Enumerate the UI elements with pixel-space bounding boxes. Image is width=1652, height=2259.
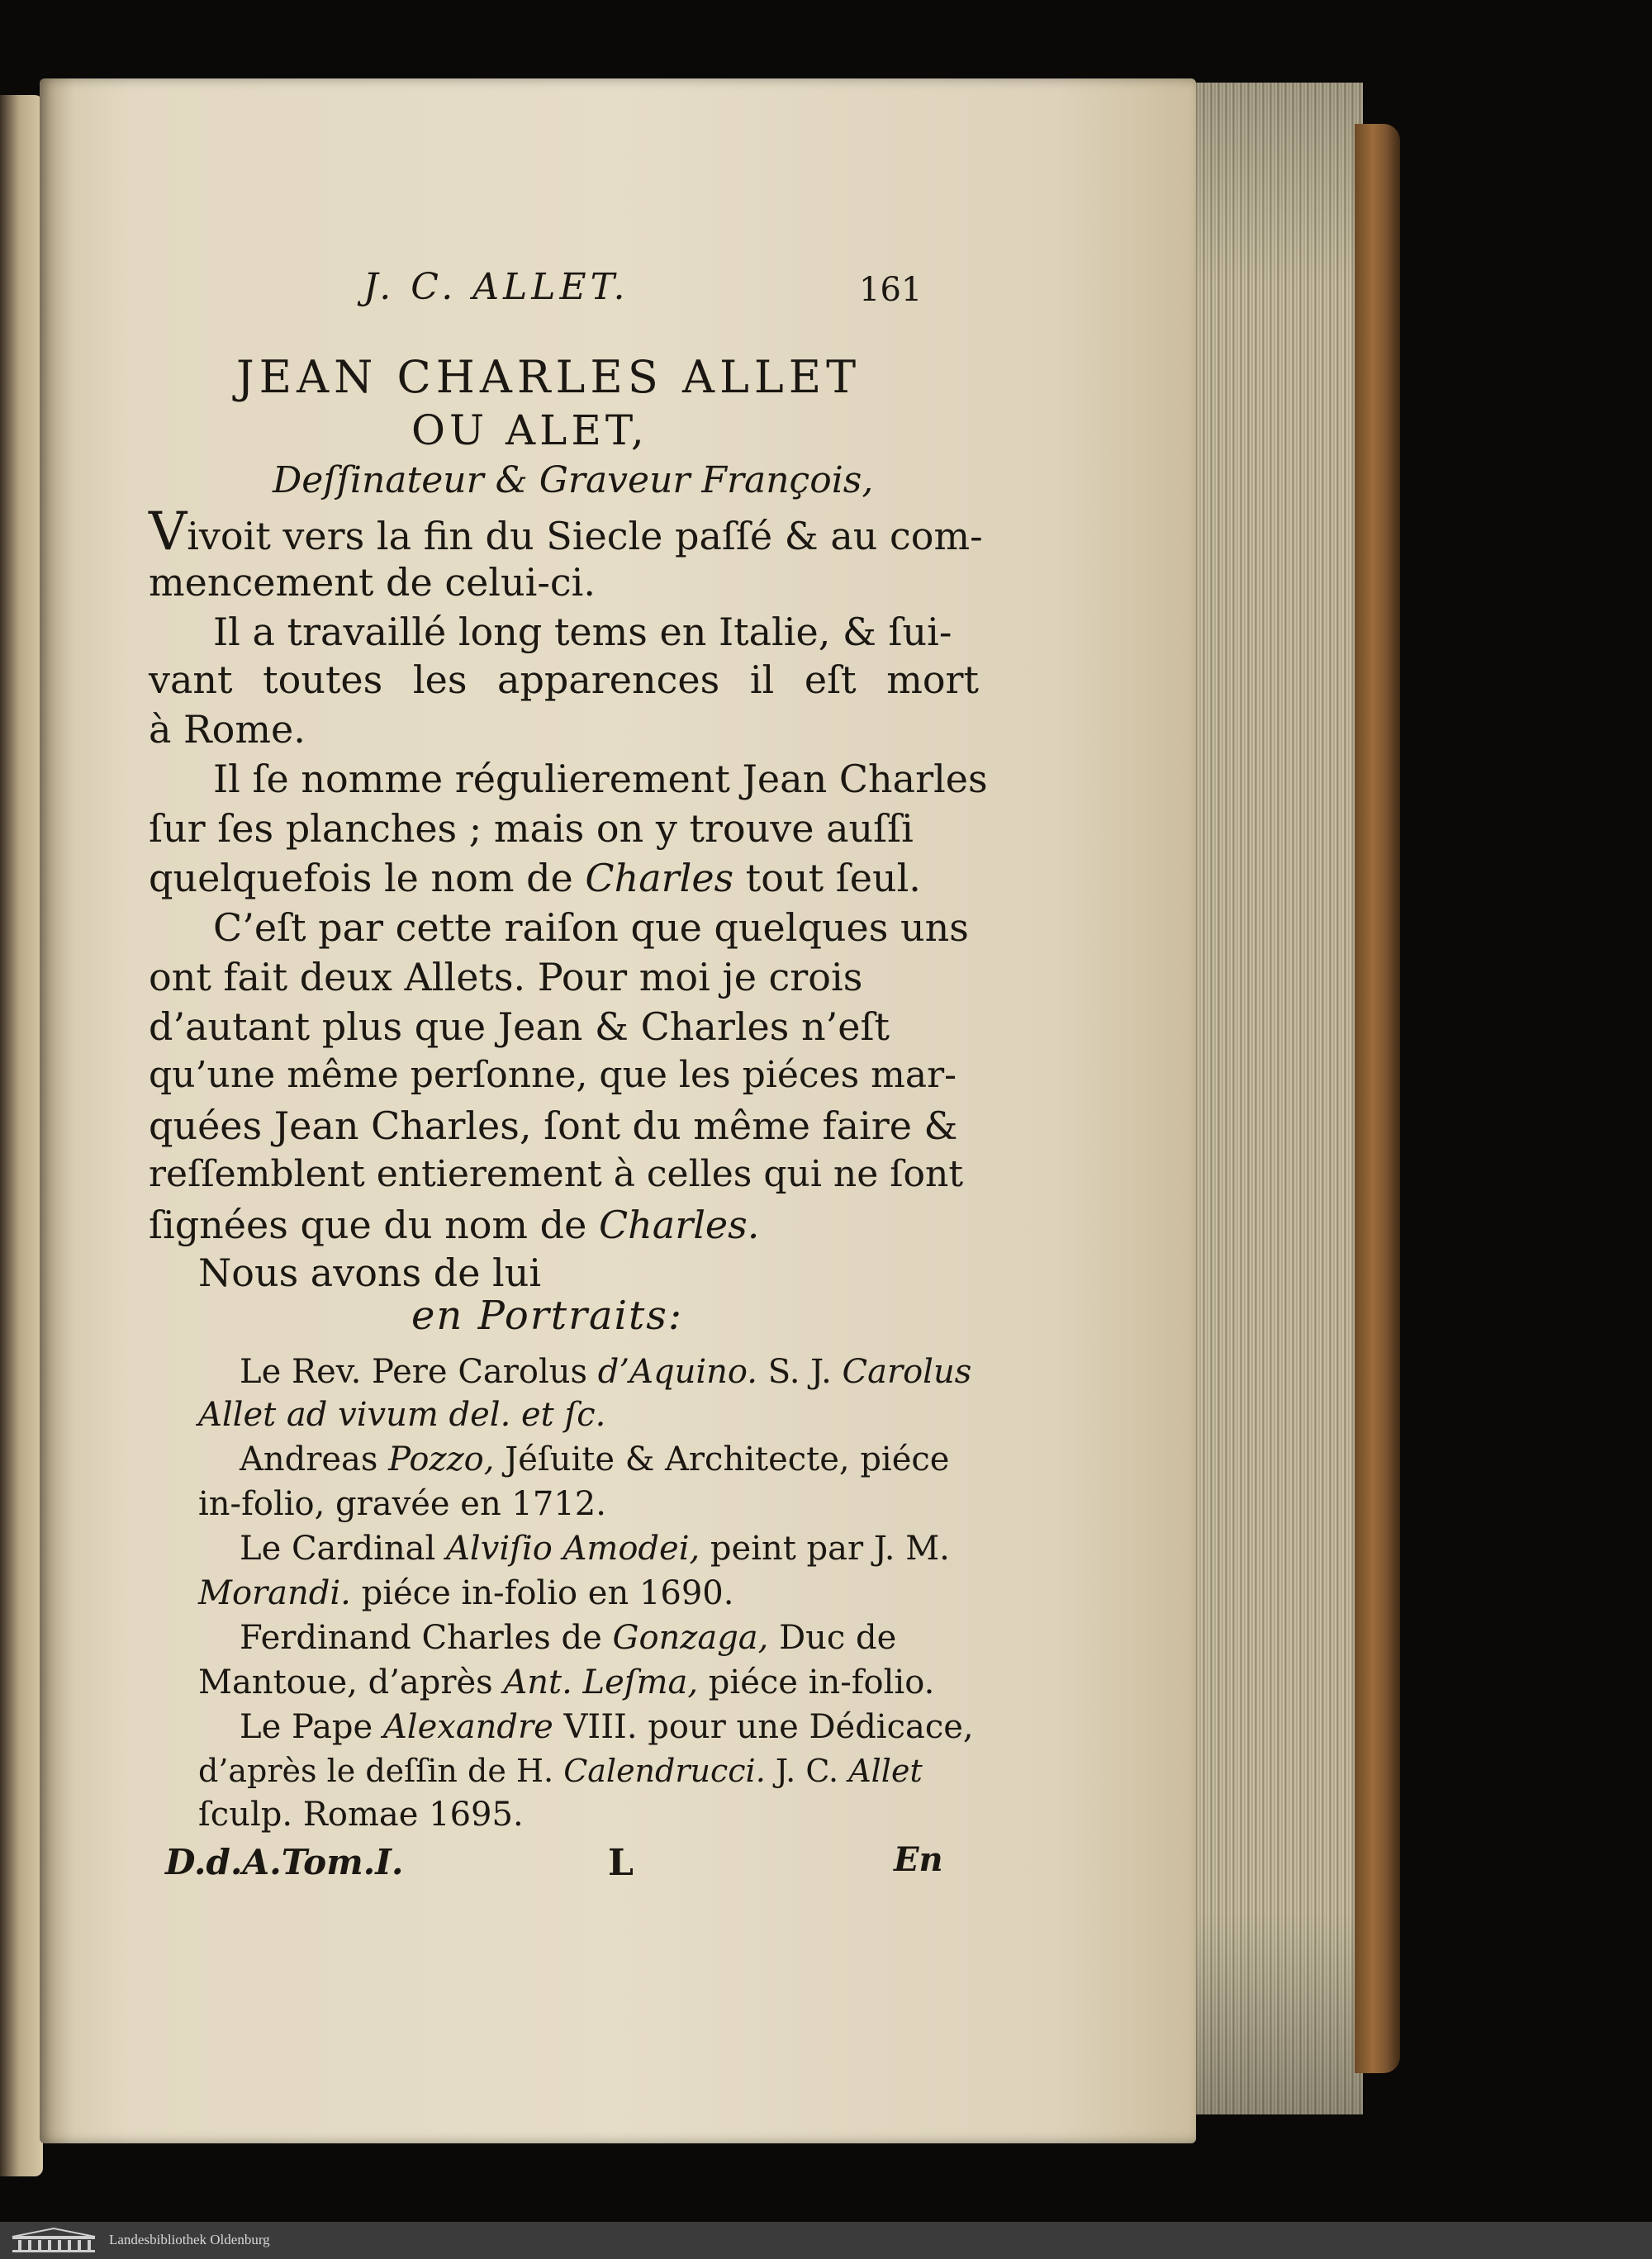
italic-name: Pozzo, (388, 1440, 495, 1478)
body-line: ont fait deux Allets. Pour moi je crois (149, 955, 863, 999)
italic-name: Alexandre (382, 1708, 553, 1746)
running-head: J. C. ALLET. (363, 266, 629, 308)
body-line: C’eſt par cette raiſon que quelques uns (213, 905, 969, 950)
entry-text: peint par J. M. (700, 1530, 950, 1568)
entry-line (198, 1574, 733, 1612)
body-line: d’autant plus que Jean & Charles n’eſt (149, 1004, 890, 1049)
body-text: ivoit vers la fin du Siecle paſſé & au com- (187, 514, 983, 558)
body-line: vant toutes les apparences il eſt mort (149, 657, 980, 702)
entry-text: Ferdinand Charles de (240, 1619, 613, 1657)
entry-line: Allet ad vivum del. et ſc. (198, 1396, 606, 1434)
signature-mark: D.d.A.Tom.I. (165, 1842, 404, 1882)
entry-text: Duc de (768, 1619, 897, 1657)
body-line: quées Jean Charles, ſont du même faire & (149, 1103, 958, 1148)
entry-line (240, 1440, 949, 1478)
italic-name: Calendrucci. (563, 1753, 766, 1789)
entry-text: Le Cardinal (240, 1530, 447, 1568)
entry-text: Le Pape (240, 1708, 383, 1746)
page-number: 161 (859, 271, 923, 309)
body-text: tout ſeul. (733, 856, 921, 900)
page-stack-edges (1181, 83, 1363, 2114)
heading-alt-name: OU ALET, (411, 406, 648, 454)
catchword: En (894, 1840, 943, 1879)
italic-name: Allet (848, 1753, 923, 1789)
italic-name: Morandi. (198, 1574, 351, 1612)
left-page-edge (0, 95, 43, 2176)
entry-line (198, 1753, 923, 1789)
body-text: quelquefois le nom de (149, 856, 586, 900)
italic-name: Ant. Leſma, (503, 1663, 699, 1701)
body-line: ſur ſes planches ; mais on y trouve auſſi (149, 806, 914, 851)
entry-line (240, 1353, 971, 1391)
book-cover-edge (1355, 124, 1400, 2073)
body-line: reſſemblent entierement à celles qui ne ſont (149, 1153, 964, 1195)
entry-text: Le Rev. Pere Carolus (240, 1353, 598, 1391)
body-line: Il a travaillé long tems en Italie, & ſui- (213, 610, 952, 654)
entry-text: S. J. (757, 1353, 843, 1391)
entry-line: ſculp. Romae 1695. (198, 1796, 524, 1834)
body-line: Il ſe nomme régulierement Jean Charles (213, 757, 988, 801)
body-line: qu’une même perſonne, que les piéces mar- (149, 1054, 957, 1096)
entry-text: Andreas (240, 1440, 389, 1478)
library-footer-bar (0, 2222, 1652, 2259)
gathering-mark: L (608, 1842, 634, 1884)
italic-name: Charles (585, 856, 734, 900)
body-line (149, 501, 983, 562)
italic-name: Charles. (598, 1203, 760, 1247)
italic-name: d’Aquino. (597, 1353, 758, 1391)
entry-line: in-folio, gravée en 1712. (198, 1485, 606, 1523)
entry-text: VIII. pour une Dédicace, (553, 1708, 974, 1746)
body-line: à Rome. (149, 707, 306, 752)
library-building-icon (8, 2227, 99, 2253)
entry-line (240, 1619, 896, 1657)
library-name: Landesbibliothek Oldenburg (109, 2232, 270, 2247)
italic-name: Carolus (842, 1353, 972, 1391)
entry-text: d’après le deſſin de H. (198, 1753, 564, 1789)
body-line: mencement de celui-ci. (149, 560, 596, 605)
entry-text: Mantoue, d’après (198, 1663, 504, 1701)
drop-initial: V (149, 501, 188, 562)
italic-name: Alviſio Amodei, (446, 1530, 700, 1568)
entry-line (240, 1530, 950, 1568)
body-line (149, 856, 921, 900)
entry-text: J. C. (765, 1753, 849, 1789)
body-line (149, 1203, 759, 1247)
italic-name: Gonzaga, (612, 1619, 769, 1657)
entry-text: piéce in-folio en 1690. (350, 1574, 734, 1612)
heading-name: JEAN CHARLES ALLET (236, 351, 862, 403)
entry-text: Jéſuite & Architecte, piéce (494, 1440, 950, 1478)
entry-line (198, 1663, 934, 1701)
body-line: Nous avons de lui (198, 1251, 542, 1295)
body-text: ſignées que du nom de (149, 1203, 599, 1247)
entry-line (240, 1708, 974, 1746)
entry-text: piéce in-folio. (698, 1663, 935, 1701)
section-title: en Portraits: (411, 1293, 684, 1339)
heading-profession: Deſſinateur & Graveur François, (273, 459, 874, 501)
